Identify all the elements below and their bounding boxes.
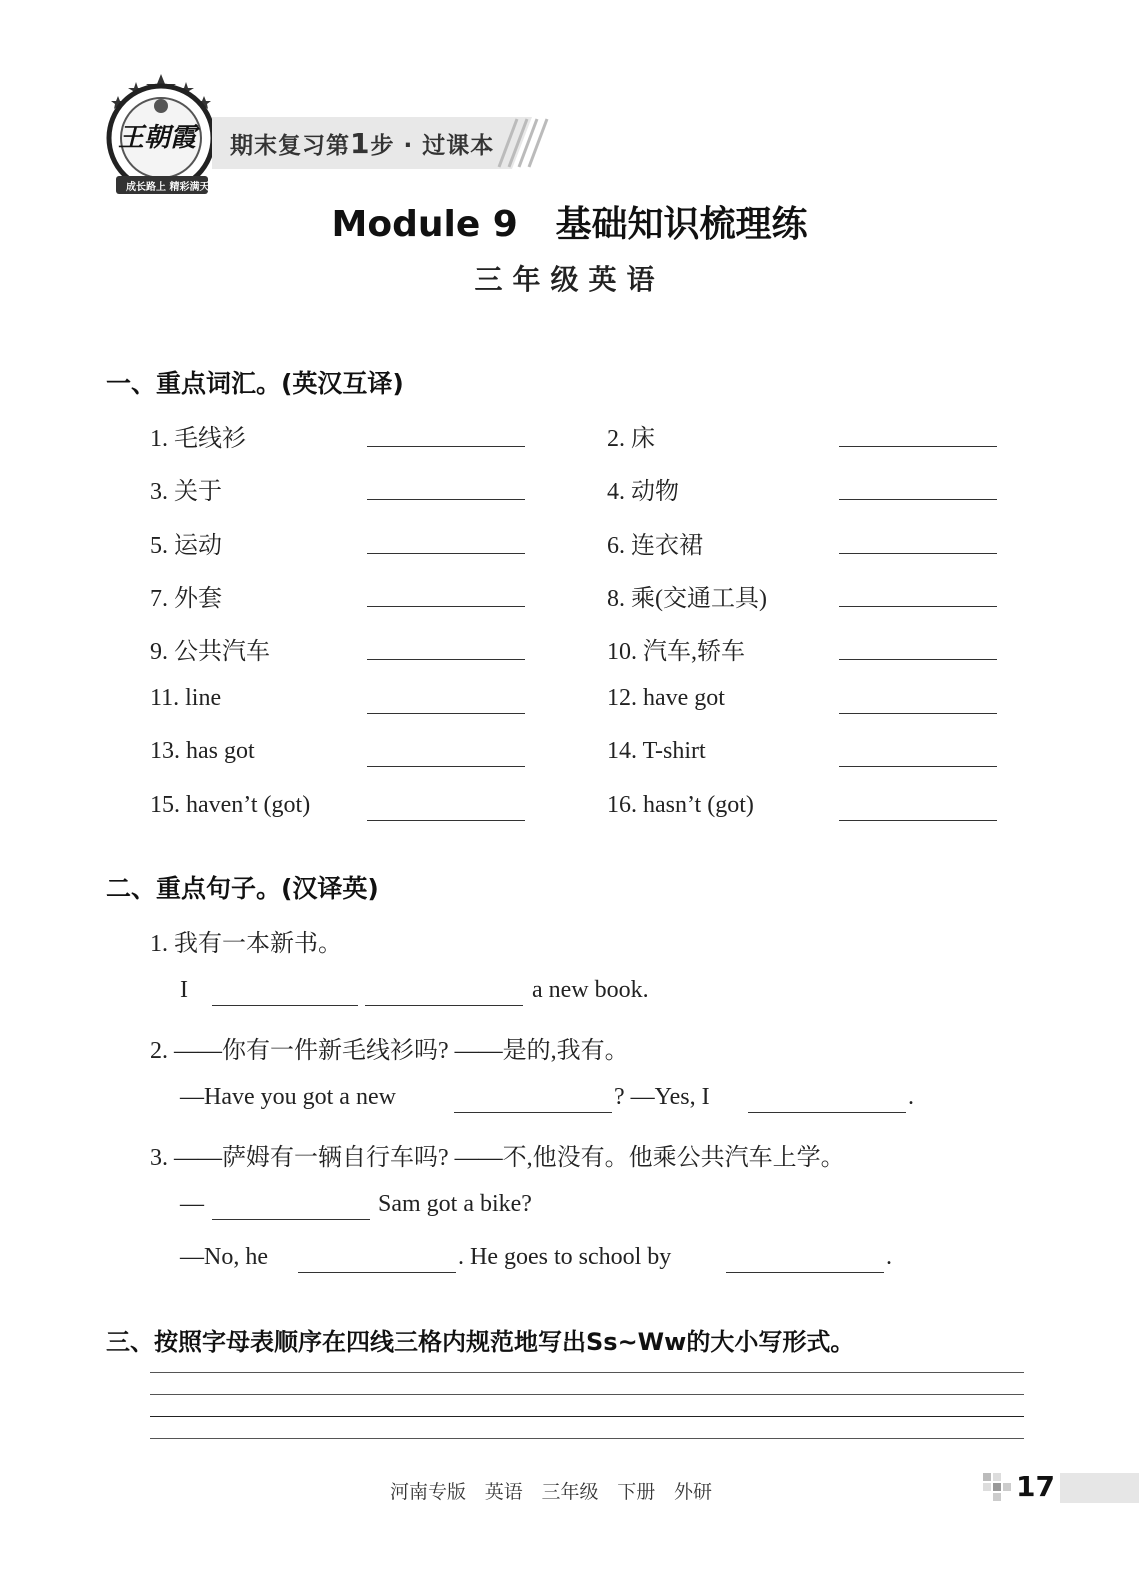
footer-info: 河南专版 英语 三年级 下册 外研: [390, 1482, 713, 1503]
question-1-chinese: 1. 我有一本新书。: [150, 931, 342, 957]
answer-blank[interactable]: [839, 766, 997, 767]
question-2-english-c: .: [908, 1084, 914, 1110]
logo-text: 王朝霞: [118, 123, 197, 153]
answer-blank[interactable]: [839, 713, 997, 714]
grid-line: [150, 1416, 1024, 1417]
answer-blank[interactable]: [367, 606, 525, 607]
question-1-english-start: I: [180, 977, 188, 1003]
vocab-item: 10. 汽车,轿车: [607, 639, 745, 665]
logo-slogan: 成长路上 精彩满天: [126, 182, 210, 193]
banner-prefix: 期末复习第: [230, 133, 350, 159]
banner-step: 1: [350, 127, 371, 160]
answer-blank[interactable]: [212, 1005, 358, 1006]
answer-blank[interactable]: [748, 1112, 906, 1113]
answer-blank[interactable]: [367, 446, 525, 447]
question-3-english-2-b: . He goes to school by: [458, 1244, 672, 1270]
vocab-item: 16. hasn’t (got): [607, 792, 754, 818]
answer-blank[interactable]: [367, 820, 525, 821]
vocab-item: 8. 乘(交通工具): [607, 586, 767, 612]
vocab-item: 5. 运动: [150, 533, 222, 559]
page-corner-decoration: [983, 1473, 1013, 1503]
vocab-item: 13. has got: [150, 738, 255, 764]
page-title: Module 9 基础知识梳理练: [331, 204, 808, 245]
question-2-english-a: —Have you got a new: [180, 1084, 396, 1110]
grid-line: [150, 1438, 1024, 1439]
answer-blank[interactable]: [454, 1112, 612, 1113]
answer-blank[interactable]: [367, 553, 525, 554]
page-number: 17: [1016, 1470, 1055, 1503]
vocab-item: 4. 动物: [607, 479, 679, 505]
vocab-item: 2. 床: [607, 426, 655, 452]
answer-blank[interactable]: [839, 820, 997, 821]
answer-blank[interactable]: [839, 659, 997, 660]
question-3-english-1-end: Sam got a bike?: [378, 1191, 532, 1217]
grid-line: [150, 1372, 1024, 1373]
answer-blank[interactable]: [367, 659, 525, 660]
answer-blank[interactable]: [365, 1005, 523, 1006]
answer-blank[interactable]: [367, 713, 525, 714]
banner-suffix: 步 · 过课本: [370, 133, 495, 159]
answer-blank[interactable]: [367, 766, 525, 767]
answer-blank[interactable]: [726, 1272, 884, 1273]
question-3-chinese: 3. ——萨姆有一辆自行车吗? ——不,他没有。他乘公共汽车上学。: [150, 1145, 845, 1171]
vocab-item: 14. T-shirt: [607, 738, 706, 764]
banner-text: [230, 127, 494, 160]
question-3-english-2-c: .: [886, 1244, 892, 1270]
grid-line: [150, 1394, 1024, 1395]
vocab-item: 6. 连衣裙: [607, 533, 703, 559]
question-3-english-2-a: —No, he: [180, 1244, 268, 1270]
page-subtitle: 三年级英语: [474, 263, 665, 296]
answer-blank[interactable]: [839, 446, 997, 447]
section-heading-alphabet: 三、按照字母表顺序在四线三格内规范地写出Ss~Ww的大小写形式。: [106, 1328, 855, 1356]
four-line-grid[interactable]: [150, 1372, 1024, 1442]
question-1-english-end: a new book.: [532, 977, 649, 1003]
vocab-item: 11. line: [150, 685, 222, 711]
section-heading-vocabulary: 一、重点词汇。(英汉互译): [106, 369, 404, 398]
vocab-item: 15. haven’t (got): [150, 792, 311, 818]
answer-blank[interactable]: [839, 606, 997, 607]
answer-blank[interactable]: [212, 1219, 370, 1220]
page-number-bar: [1060, 1473, 1139, 1503]
vocab-item: 1. 毛线衫: [150, 426, 246, 452]
answer-blank[interactable]: [839, 499, 997, 500]
vocab-item: 3. 关于: [150, 479, 222, 505]
section-heading-sentences: 二、重点句子。(汉译英): [106, 874, 379, 903]
question-3-english-1-start: —: [180, 1191, 204, 1217]
vocab-item: 9. 公共汽车: [150, 639, 270, 665]
answer-blank[interactable]: [367, 499, 525, 500]
vocab-item: 12. have got: [607, 685, 725, 711]
question-2-english-b: ? —Yes, I: [614, 1084, 710, 1110]
question-2-chinese: 2. ——你有一件新毛线衫吗? ——是的,我有。: [150, 1038, 629, 1064]
answer-blank[interactable]: [839, 553, 997, 554]
vocab-item: 7. 外套: [150, 586, 222, 612]
answer-blank[interactable]: [298, 1272, 456, 1273]
